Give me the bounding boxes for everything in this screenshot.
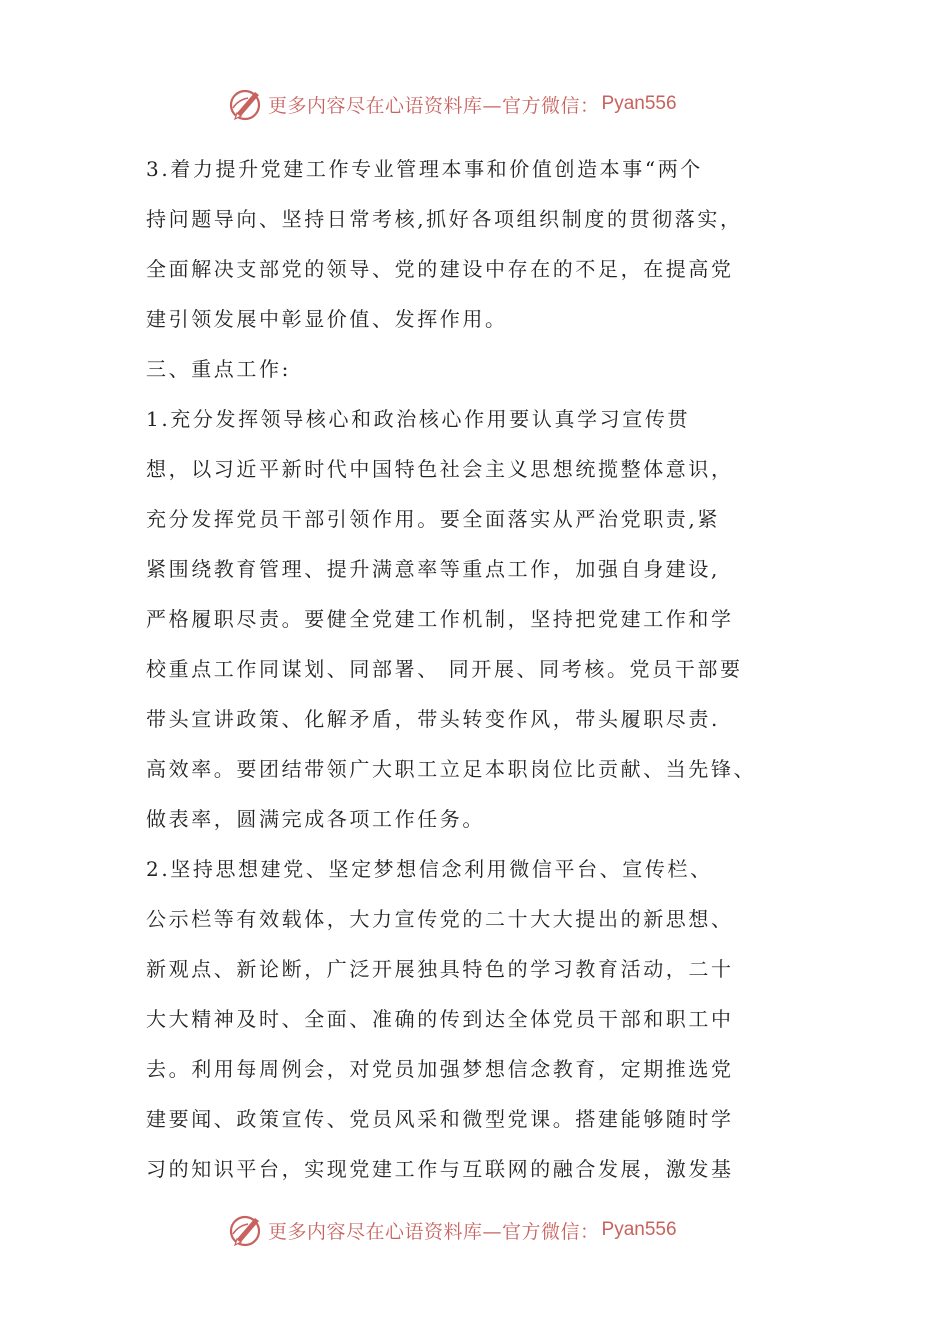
pen-logo-icon (228, 86, 264, 122)
text-line: 1.充分发挥领导核心和政治核心作用要认真学习宣传贯 (146, 407, 691, 431)
document-body (146, 148, 766, 1198)
watermark-text: 更多内容尽在心语资料库—官方微信： (268, 1220, 600, 1243)
text-line: 校重点工作同谋划、同部署、 同开展、同考核。党员干部要 (146, 657, 743, 681)
pen-logo-icon (228, 1212, 264, 1248)
text-line: 大大精神及时、全面、准确的传到达全体党员干部和职工中 (146, 1007, 734, 1031)
text-line: 去。利用每周例会，对党员加强梦想信念教育，定期推选党 (146, 1057, 734, 1081)
text-line: 想，以习近平新时代中国特色社会主义思想统揽整体意识， (146, 457, 734, 481)
watermark-wechat-id: Pyan556 (601, 1219, 677, 1240)
watermark-text: 更多内容尽在心语资料库—官方微信： (268, 94, 600, 117)
text-line: 全面解决支部党的领导、党的建设中存在的不足，在提高党 (146, 257, 734, 281)
text-line: 严格履职尽责。要健全党建工作机制，坚持把党建工作和学 (146, 607, 734, 631)
text-line: 紧围绕教育管理、提升满意率等重点工作，加强自身建设, (146, 557, 720, 581)
watermark-footer (228, 1210, 677, 1250)
text-line: 建要闻、政策宣传、党员风采和微型党课。搭建能够随时学 (146, 1107, 734, 1131)
text-line: 充分发挥党员干部引领作用。要全面落实从严治党职责,紧 (146, 507, 720, 531)
text-line: 带头宣讲政策、化解矛盾，带头转变作风，带头履职尽责. (146, 707, 720, 731)
watermark-header (228, 84, 677, 124)
text-line: 习的知识平台，实现党建工作与互联网的融合发展，激发基 (146, 1157, 734, 1181)
text-line: 做表率，圆满完成各项工作任务。 (146, 807, 485, 831)
text-line: 建引领发展中彰显价值、发挥作用。 (146, 307, 508, 331)
text-line: 高效率。要团结带领广大职工立足本职岗位比贡献、当先锋、 (146, 757, 757, 781)
section-heading: 三、重点工作: (146, 357, 291, 381)
watermark-wechat-id: Pyan556 (601, 93, 677, 114)
text-line: 公示栏等有效载体，大力宣传党的二十大大提出的新思想、 (146, 907, 734, 931)
text-line: 2.坚持思想建党、坚定梦想信念利用微信平台、宣传栏、 (146, 857, 713, 881)
text-line: 新观点、新论断，广泛开展独具特色的学习教育活动，二十 (146, 957, 734, 981)
text-line: 3.着力提升党建工作专业管理本事和价值创造本事“两个 (146, 157, 703, 181)
text-line: 持问题导向、坚持日常考核,抓好各项组织制度的贯彻落实， (146, 207, 743, 231)
